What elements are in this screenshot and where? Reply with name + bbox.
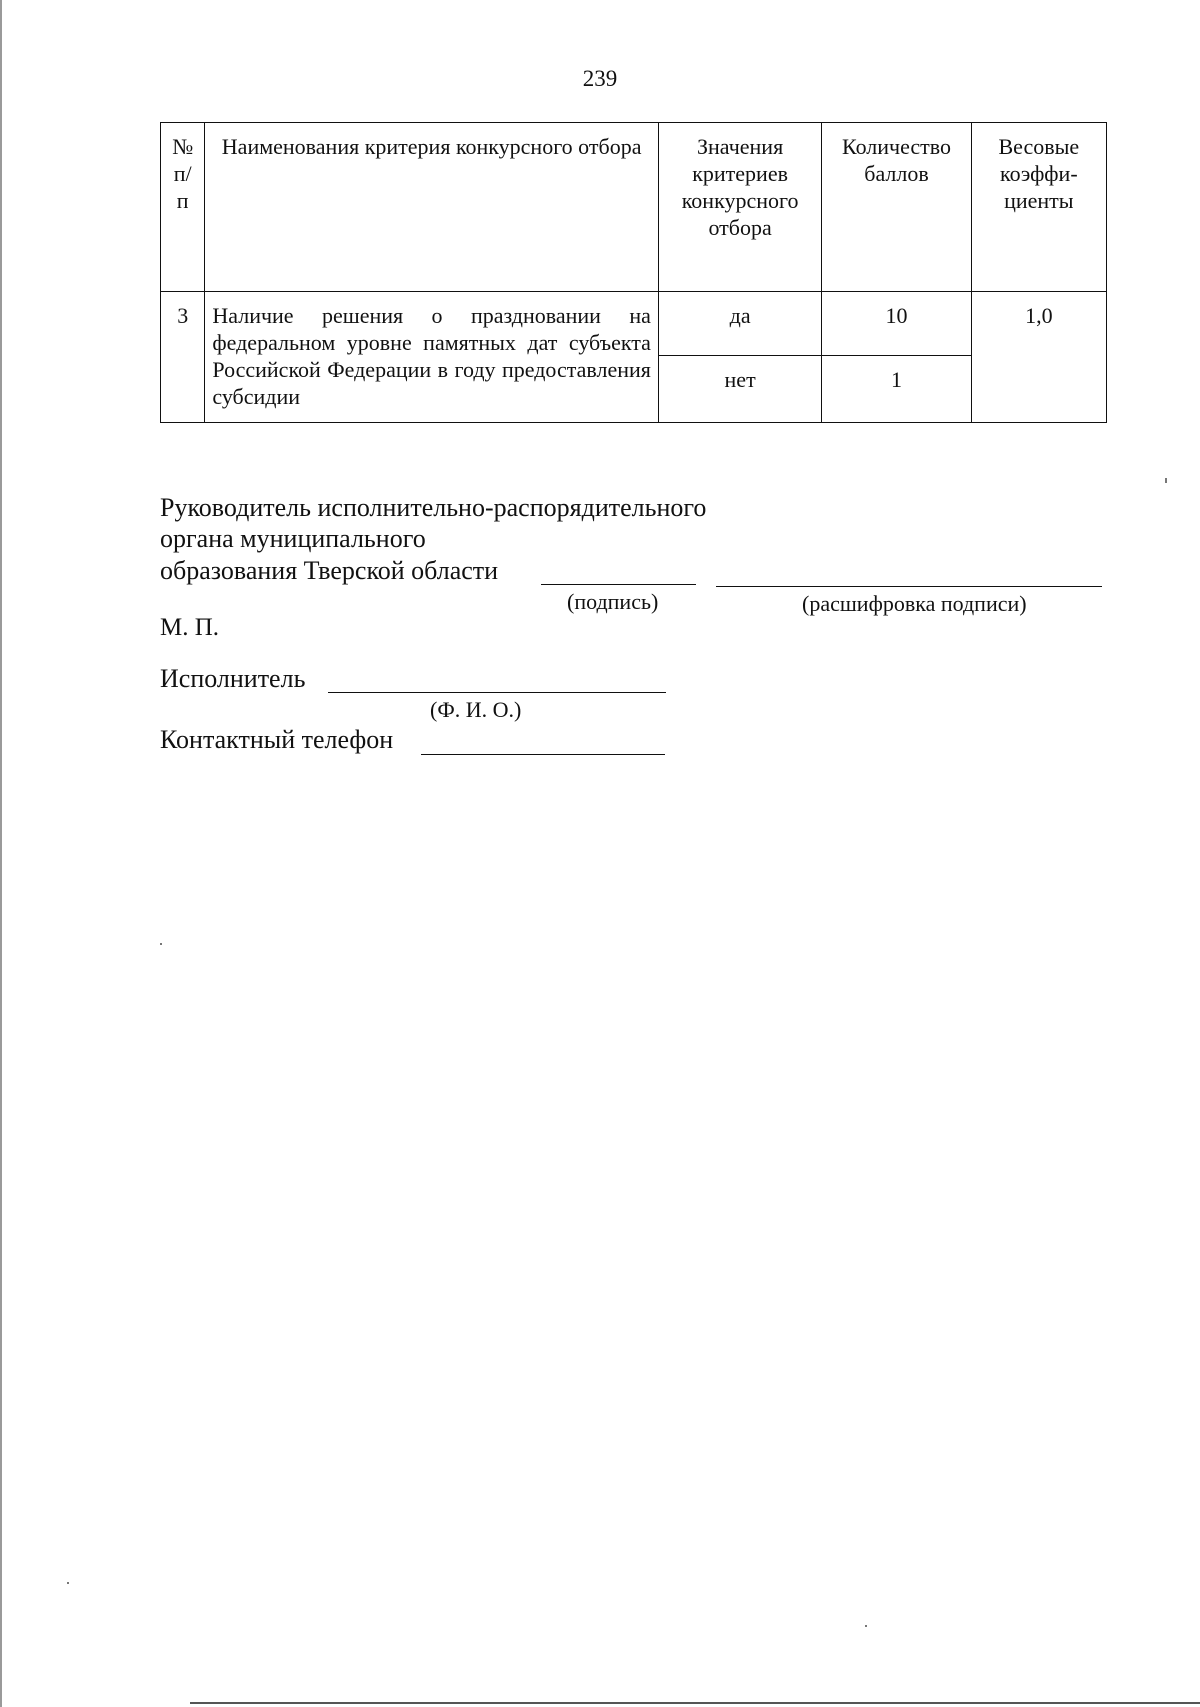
row-weight: 1,0 <box>971 292 1106 423</box>
signature-caption: (подпись) <box>567 589 659 614</box>
executor-caption: (Ф. И. О.) <box>430 697 522 722</box>
head-title-line3: образования Тверской области <box>160 556 499 585</box>
header-number: № п/п <box>161 123 205 292</box>
header-points: Количество баллов <box>822 123 971 292</box>
executor-line <box>328 692 666 693</box>
stamp-label: М. П. <box>160 614 220 641</box>
page-number: 239 <box>582 66 618 91</box>
row-number: 3 <box>161 292 205 423</box>
signature-decoding-caption: (расшифровка подписи) <box>802 591 1027 616</box>
head-title-line2: органа муниципального <box>160 524 426 553</box>
head-title-line1: Руководитель исполнительно-распорядительного <box>160 493 707 522</box>
scan-speck <box>865 1625 867 1627</box>
header-criterion-values: Значения критериев конкурсного отбора <box>658 123 821 292</box>
table-header-row <box>161 123 1107 292</box>
row-points-yes: 10 <box>822 292 971 356</box>
row-value-yes: да <box>658 292 821 356</box>
row-points-no: 1 <box>822 356 971 423</box>
row-criterion-name: Наличие решения о праздновании на федеральном уровне памятных дат субъекта Российской Федерации в году предоставления субсидии <box>205 292 659 423</box>
phone-line <box>421 754 665 755</box>
scan-speck <box>1165 478 1167 483</box>
signature-decoding-line <box>716 586 1102 587</box>
row-value-no: нет <box>658 356 821 423</box>
scan-edge <box>0 0 2 1707</box>
table-row <box>161 292 1107 356</box>
executor-label: Исполнитель <box>160 664 306 693</box>
scan-speck <box>67 1582 69 1584</box>
signature-line <box>541 584 696 585</box>
scan-bottom-edge <box>190 1702 1200 1704</box>
scan-speck <box>160 943 162 945</box>
criteria-table <box>160 122 1107 423</box>
header-criterion-name: Наименования критерия конкурсного отбора <box>205 123 659 292</box>
header-weights: Весовые коэффи-циенты <box>971 123 1106 292</box>
phone-label: Контактный телефон <box>160 725 394 754</box>
